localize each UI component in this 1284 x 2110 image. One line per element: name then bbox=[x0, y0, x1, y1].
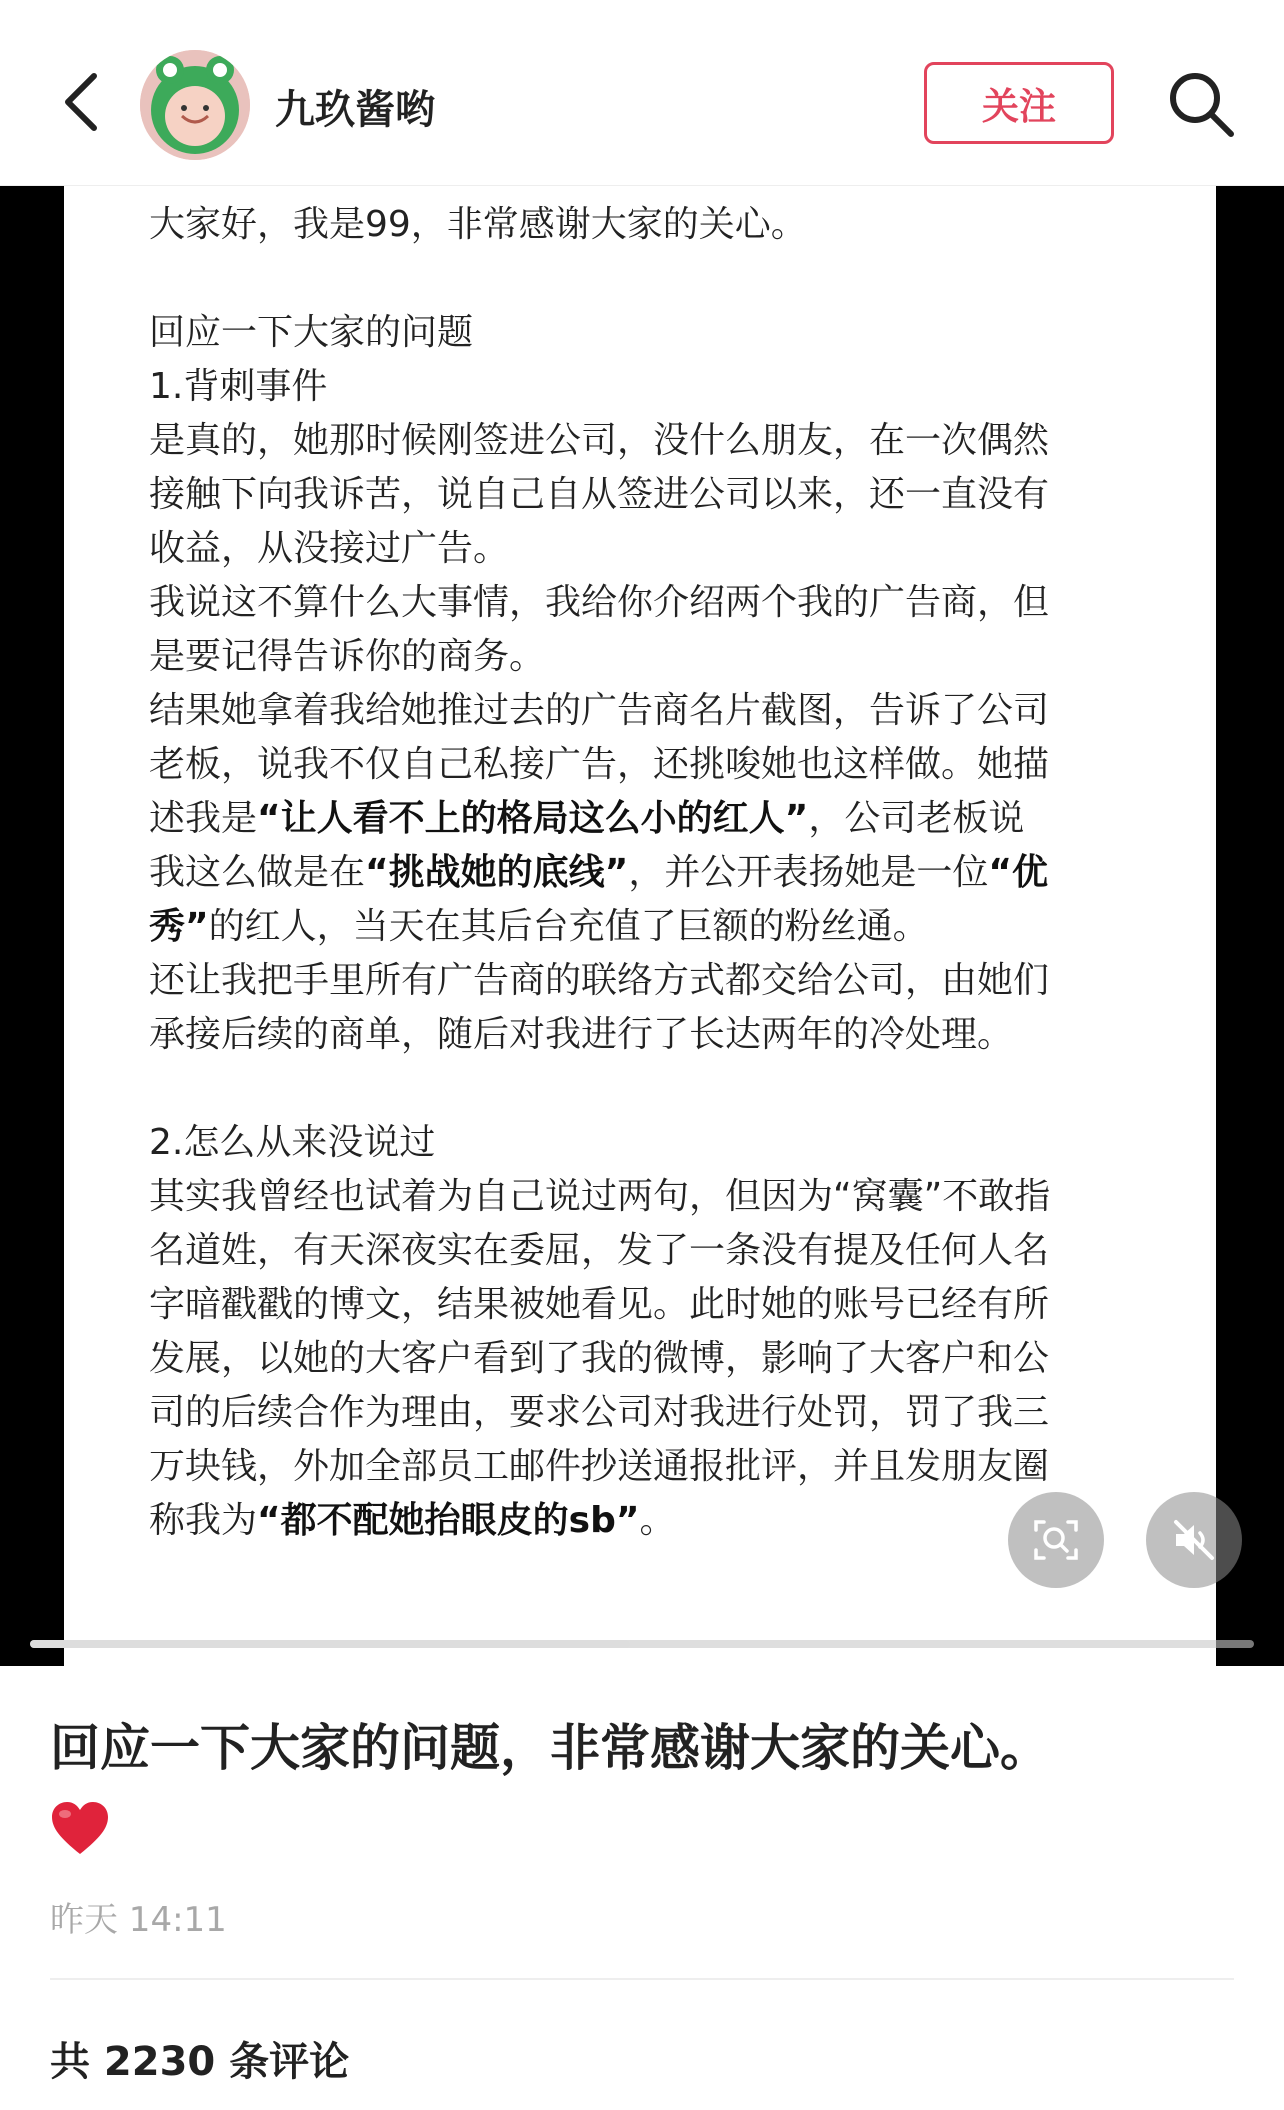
text-line bbox=[149, 900, 1149, 954]
search-button[interactable] bbox=[1165, 68, 1237, 140]
text-line: 是真的，她那时候刚签进公司，没什么朋友，在一次偶然 bbox=[149, 420, 1050, 461]
bold-quote: “挑战她的底线” bbox=[365, 852, 629, 893]
post-timestamp: 昨天 14:11 bbox=[50, 1900, 227, 1940]
text-line: 1.背刺事件 bbox=[149, 366, 328, 407]
image-search-button[interactable] bbox=[1008, 1492, 1104, 1588]
avatar[interactable] bbox=[140, 50, 250, 160]
mute-button[interactable] bbox=[1146, 1492, 1242, 1588]
image-search-icon bbox=[1032, 1516, 1080, 1564]
post-caption: 回应一下大家的问题，非常感谢大家的关心。 bbox=[50, 1719, 1050, 1777]
text-line: 字暗戳戳的博文，结果被她看见。此时她的账号已经有所 bbox=[149, 1284, 1050, 1325]
text-line: 结果她拿着我给她推过去的广告商名片截图，告诉了公司 bbox=[149, 690, 1050, 731]
text-line: 是要记得告诉你的商务。 bbox=[149, 636, 546, 677]
text-run: 称我为 bbox=[149, 1500, 258, 1541]
bold-quote: “优 bbox=[988, 852, 1049, 893]
text-line: 承接后续的商单，随后对我进行了长达两年的冷处理。 bbox=[149, 1014, 1014, 1055]
bold-quote: 秀” bbox=[149, 906, 209, 947]
text-line: 接触下向我诉苦，说自己自从签进公司以来，还一直没有 bbox=[149, 474, 1050, 515]
text-line: 万块钱，外加全部员工邮件抄送通报批评，并且发朋友圈 bbox=[149, 1446, 1050, 1487]
text-run: 。 bbox=[639, 1500, 676, 1541]
video-progress-bar[interactable] bbox=[30, 1640, 1254, 1648]
text-line: 发展，以她的大客户看到了我的微博，影响了大客户和公 bbox=[149, 1338, 1050, 1379]
text-run: ，并公开表扬她是一位 bbox=[628, 852, 989, 893]
username[interactable]: 九玖酱哟 bbox=[275, 87, 435, 133]
mute-icon bbox=[1170, 1516, 1218, 1564]
text-run: 我这么做是在 bbox=[149, 852, 366, 893]
comment-count: 共 2230 条评论 bbox=[50, 2039, 350, 2085]
back-arrow-icon bbox=[60, 70, 100, 134]
text-run: ，公司老板说 bbox=[808, 798, 1025, 839]
post-image-text bbox=[149, 198, 1149, 1548]
text-line: 其实我曾经也试着为自己说过两句，但因为“窝囊”不敢指 bbox=[149, 1176, 1051, 1217]
follow-button[interactable]: 关注 bbox=[924, 62, 1114, 144]
text-run: 的红人，当天在其后台充值了巨额的粉丝通。 bbox=[208, 906, 929, 947]
post-image bbox=[64, 186, 1216, 1666]
text-line: 我说这不算什么大事情，我给你介绍两个我的广告商，但 bbox=[149, 582, 1050, 623]
text-line: 司的后续合作为理由，要求公司对我进行处罚，罚了我三 bbox=[149, 1392, 1050, 1433]
text-line: 回应一下大家的问题 bbox=[149, 312, 474, 353]
text-line: 名道姓，有天深夜实在委屈，发了一条没有提及任何人名 bbox=[149, 1230, 1050, 1271]
search-icon bbox=[1165, 68, 1237, 140]
avatar-image bbox=[140, 50, 250, 160]
text-run: 述我是 bbox=[149, 798, 258, 839]
text-line: 大家好，我是99，非常感谢大家的关心。 bbox=[149, 204, 807, 245]
text-line bbox=[149, 1494, 1149, 1548]
text-line: 还让我把手里所有广告商的联络方式都交给公司，由她们 bbox=[149, 960, 1050, 1001]
text-line bbox=[149, 792, 1149, 846]
post-media[interactable] bbox=[0, 186, 1284, 1666]
bold-quote: “让人看不上的格局这么小的红人” bbox=[257, 798, 809, 839]
text-line bbox=[149, 846, 1149, 900]
heart-icon bbox=[50, 1800, 110, 1858]
bold-quote: “都不配她抬眼皮的sb” bbox=[257, 1500, 640, 1541]
top-bar bbox=[0, 0, 1284, 186]
text-line: 2.怎么从来没说过 bbox=[149, 1122, 436, 1163]
text-line: 收益，从没接过广告。 bbox=[149, 528, 510, 569]
video-progress-fill bbox=[30, 1640, 630, 1648]
back-button[interactable] bbox=[48, 62, 112, 142]
text-line: 老板，说我不仅自己私接广告，还挑唆她也这样做。她描 bbox=[149, 744, 1050, 785]
heart-emoji bbox=[50, 1800, 110, 1858]
divider bbox=[50, 1978, 1234, 1980]
